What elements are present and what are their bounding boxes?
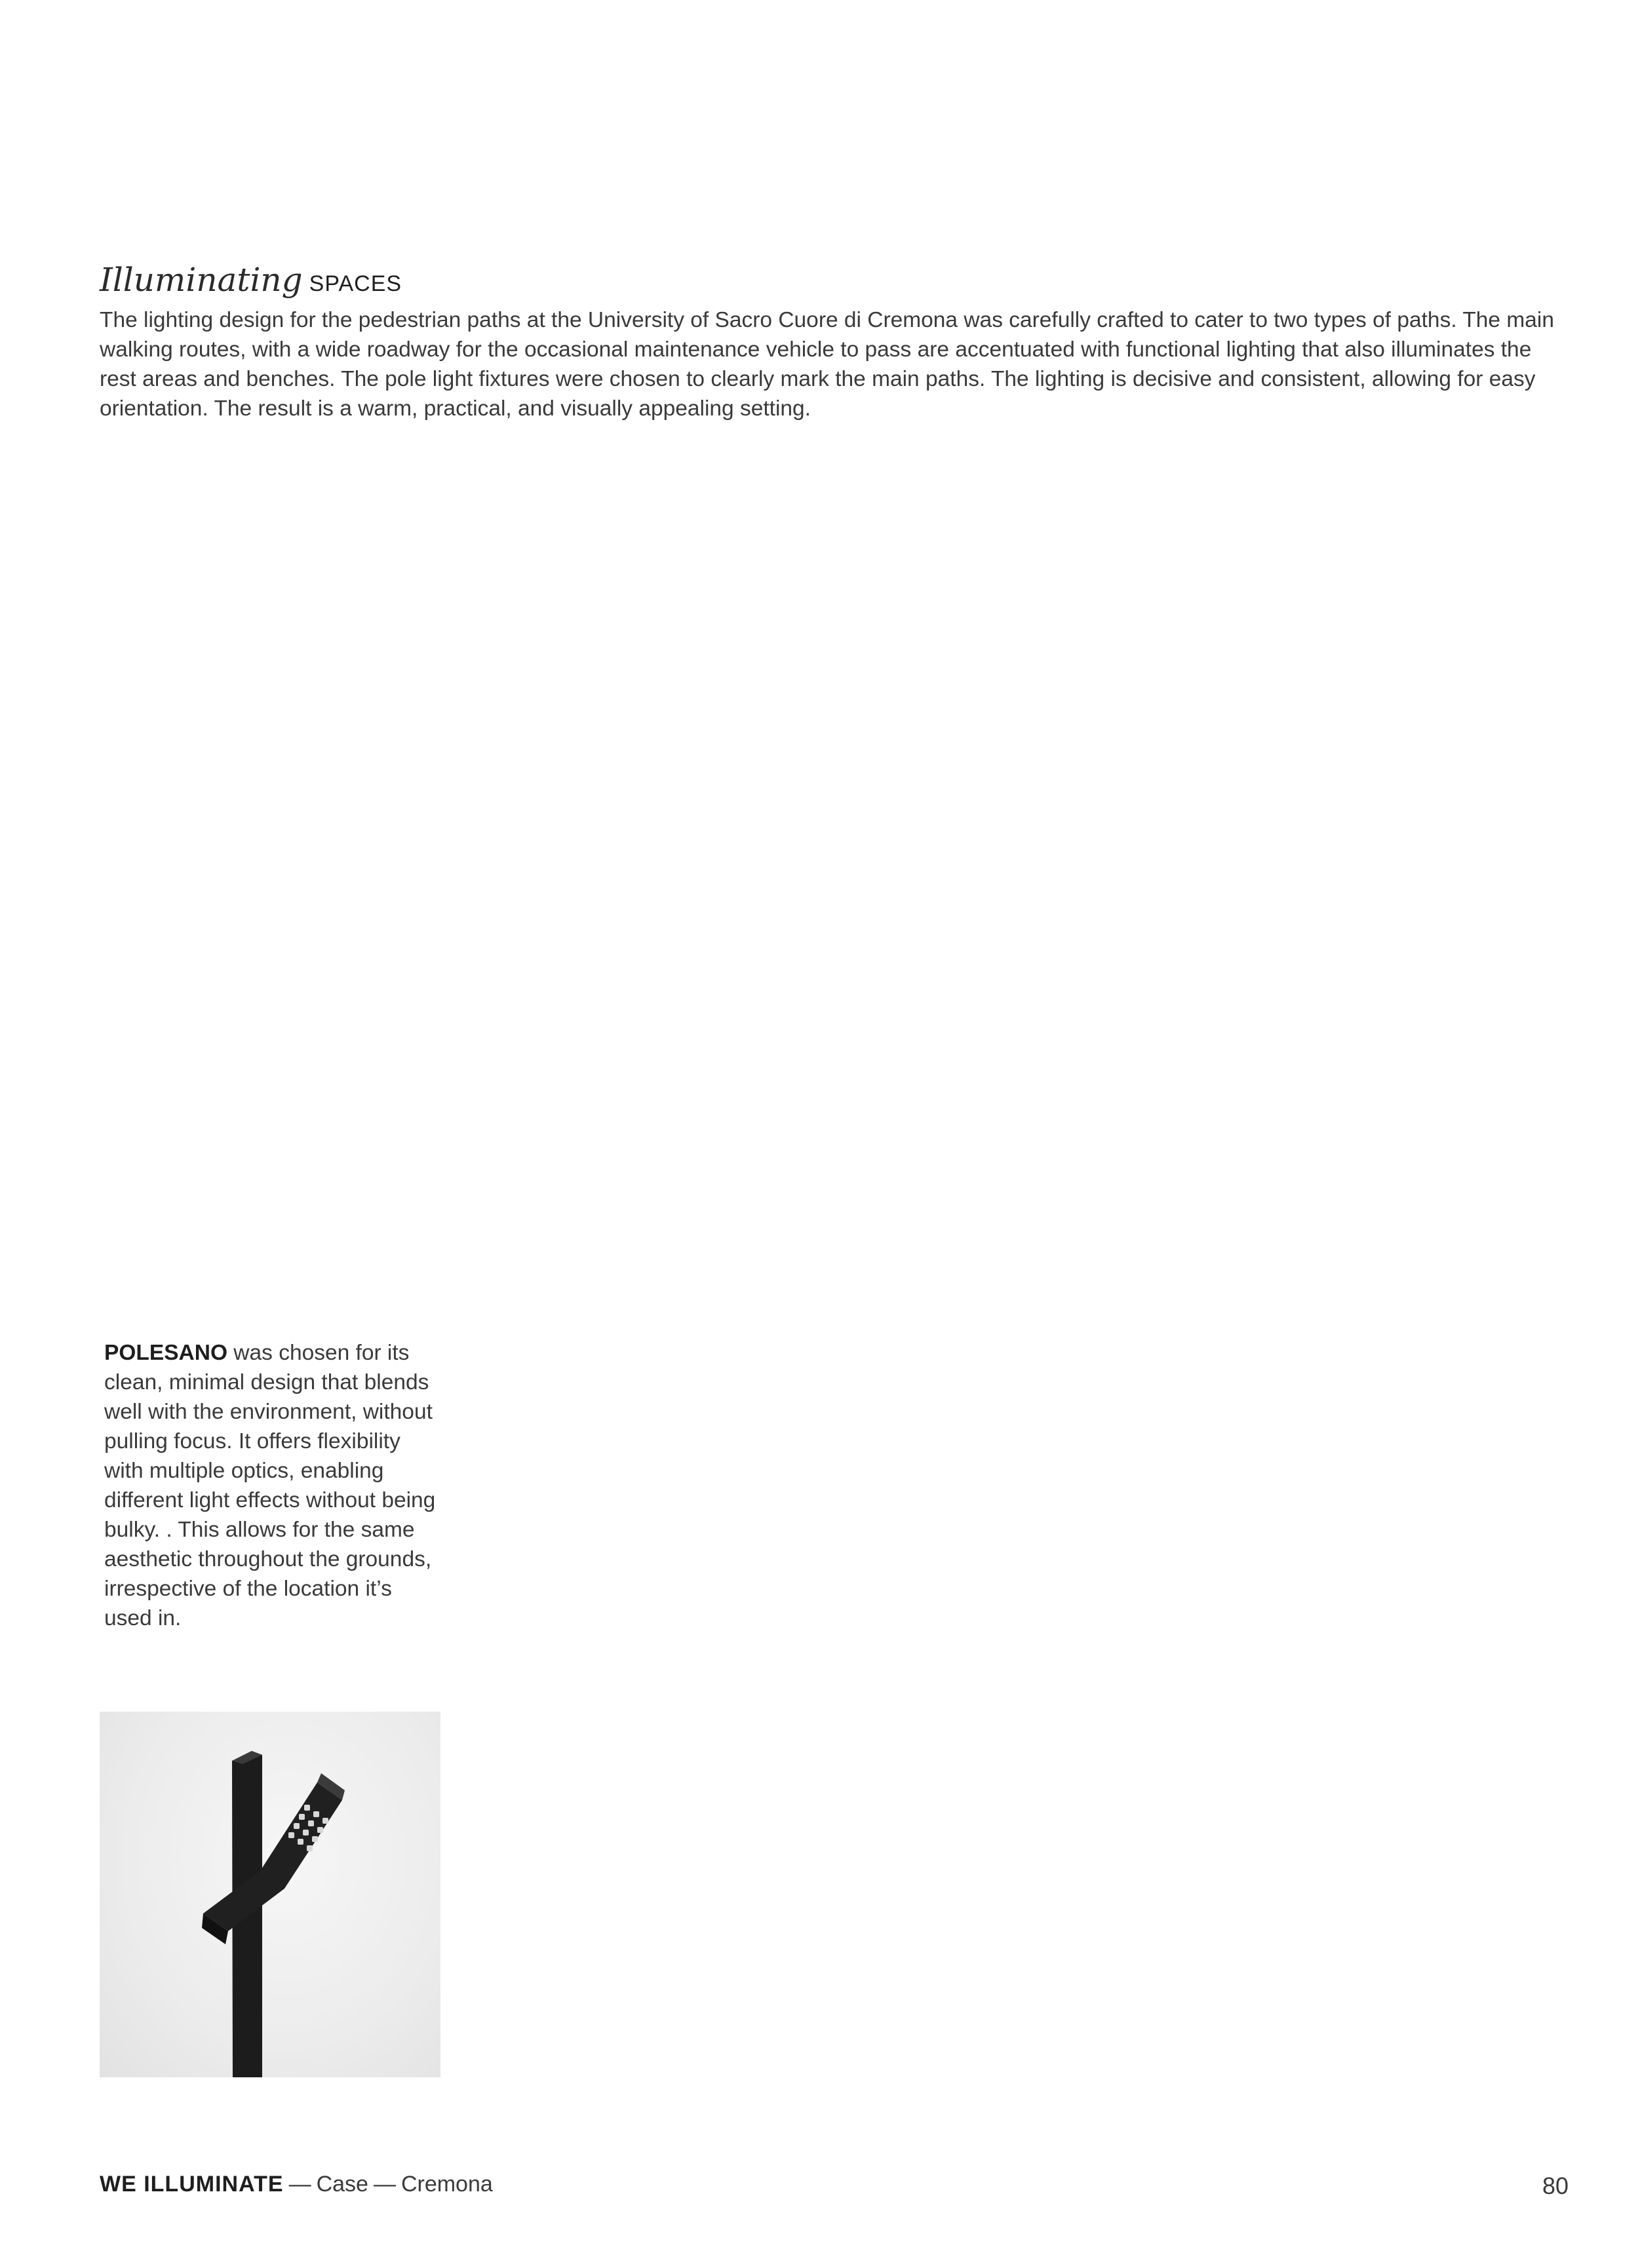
product-description-text: was chosen for its clean, minimal design that blends well with the environment, without pulling focus. It offers flexibility with multiple optics, enabling different light effects without being bulky. . This allows for the same aesthetic throughout the grounds, irrespective of the location it’s used in. bbox=[104, 1341, 436, 1630]
footer-separator: — bbox=[373, 2172, 396, 2197]
luminaire-head bbox=[203, 1782, 342, 1931]
footer-brand: WE ILLUMINATE bbox=[100, 2172, 284, 2197]
page-number: 80 bbox=[1542, 2172, 1569, 2199]
heading-caps-word: SPACES bbox=[309, 271, 402, 296]
product-name: POLESANO bbox=[104, 1341, 227, 1365]
heading-italic-word: Illuminating bbox=[100, 261, 303, 299]
footer-separator: — bbox=[288, 2172, 311, 2197]
footer-breadcrumb bbox=[100, 2171, 493, 2197]
intro-paragraph: The lighting design for the pedestrian paths at the University of Sacro Cuore di Cremona was carefully crafted to cater to two types of paths. The main walking routes, with a wide roadway for the occasional maintenance vehicle to pass are accentuated with functional lighting that also illuminates the rest areas and benches. The pole light fixtures were chosen to clearly mark the main paths. The lighting is decisive and consistent, allowing for easy orientation. The result is a warm, practical, and visually appealing setting. bbox=[100, 308, 1554, 421]
footer-location: Cremona bbox=[400, 2172, 493, 2197]
product-photo bbox=[100, 1712, 440, 2077]
section-heading bbox=[100, 261, 402, 299]
pole-light-illustration bbox=[100, 1712, 440, 2077]
footer-case-label: Case bbox=[316, 2172, 368, 2197]
product-description bbox=[104, 1338, 445, 1633]
